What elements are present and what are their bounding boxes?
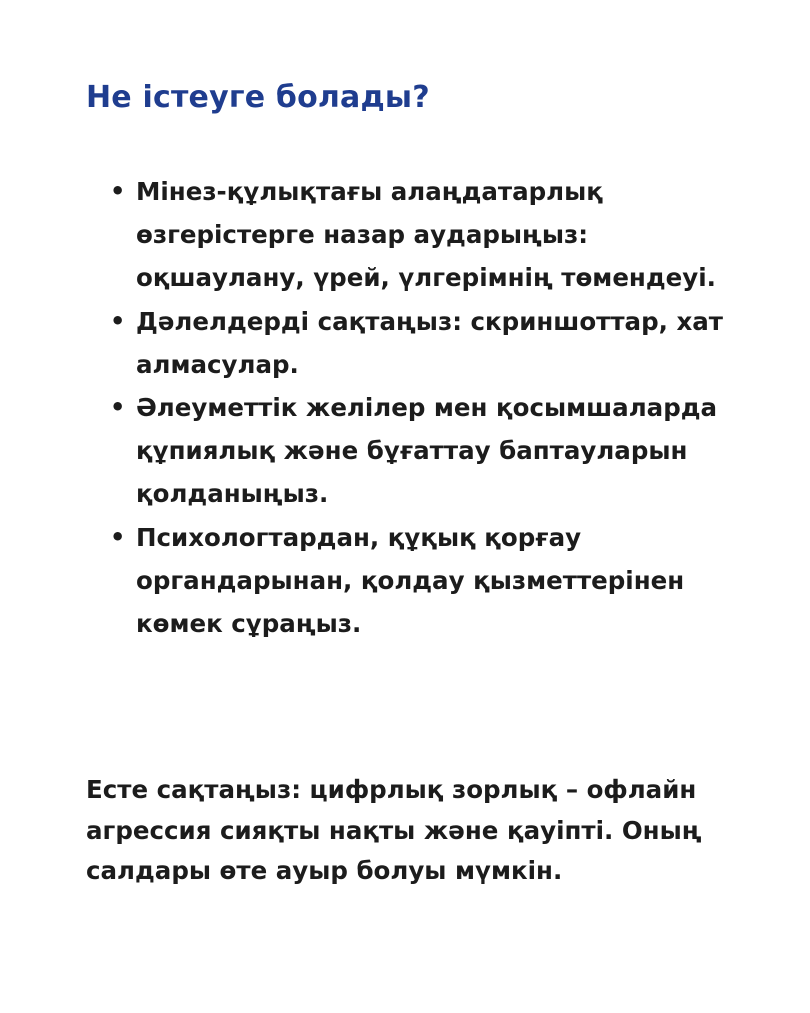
list-item [110, 300, 750, 386]
list-item-text: Әлеуметтік желілер мен қосымшаларда құпиялық және бұғаттау баптауларын қолданыңыз. [136, 393, 718, 509]
list-item [110, 386, 750, 516]
bullet-dot-icon: • [110, 393, 126, 422]
reminder-paragraph: Есте сақтаңыз: цифрлық зорлық – офлайн агрессия сияқты нақты және қауіпті. Оның салдары өте ауыр болуы мүмкін. [86, 775, 702, 885]
list-item-text: Психологтардан, құқық қорғау органдарынан, қолдау қызметтерінен көмек сұраңыз. [136, 522, 685, 639]
list-item-text: Дәлелдерді сақтаңыз: скриншоттар, хат алмасулар. [136, 306, 723, 379]
bullet-dot-icon: • [110, 522, 126, 551]
advice-list [110, 170, 750, 645]
bullet-dot-icon: • [110, 177, 126, 205]
list-item [110, 170, 750, 300]
list-item-text: Мінез-құлықтағы алаңдатарлық өзгерістерге назар аударыңыз: оқшаулану, үрей, үлгерімнің төмендеуі. [136, 177, 716, 293]
bullet-dot-icon: • [110, 306, 126, 335]
list-item [110, 516, 750, 646]
section-heading: Не істеуге болады? [86, 80, 430, 115]
